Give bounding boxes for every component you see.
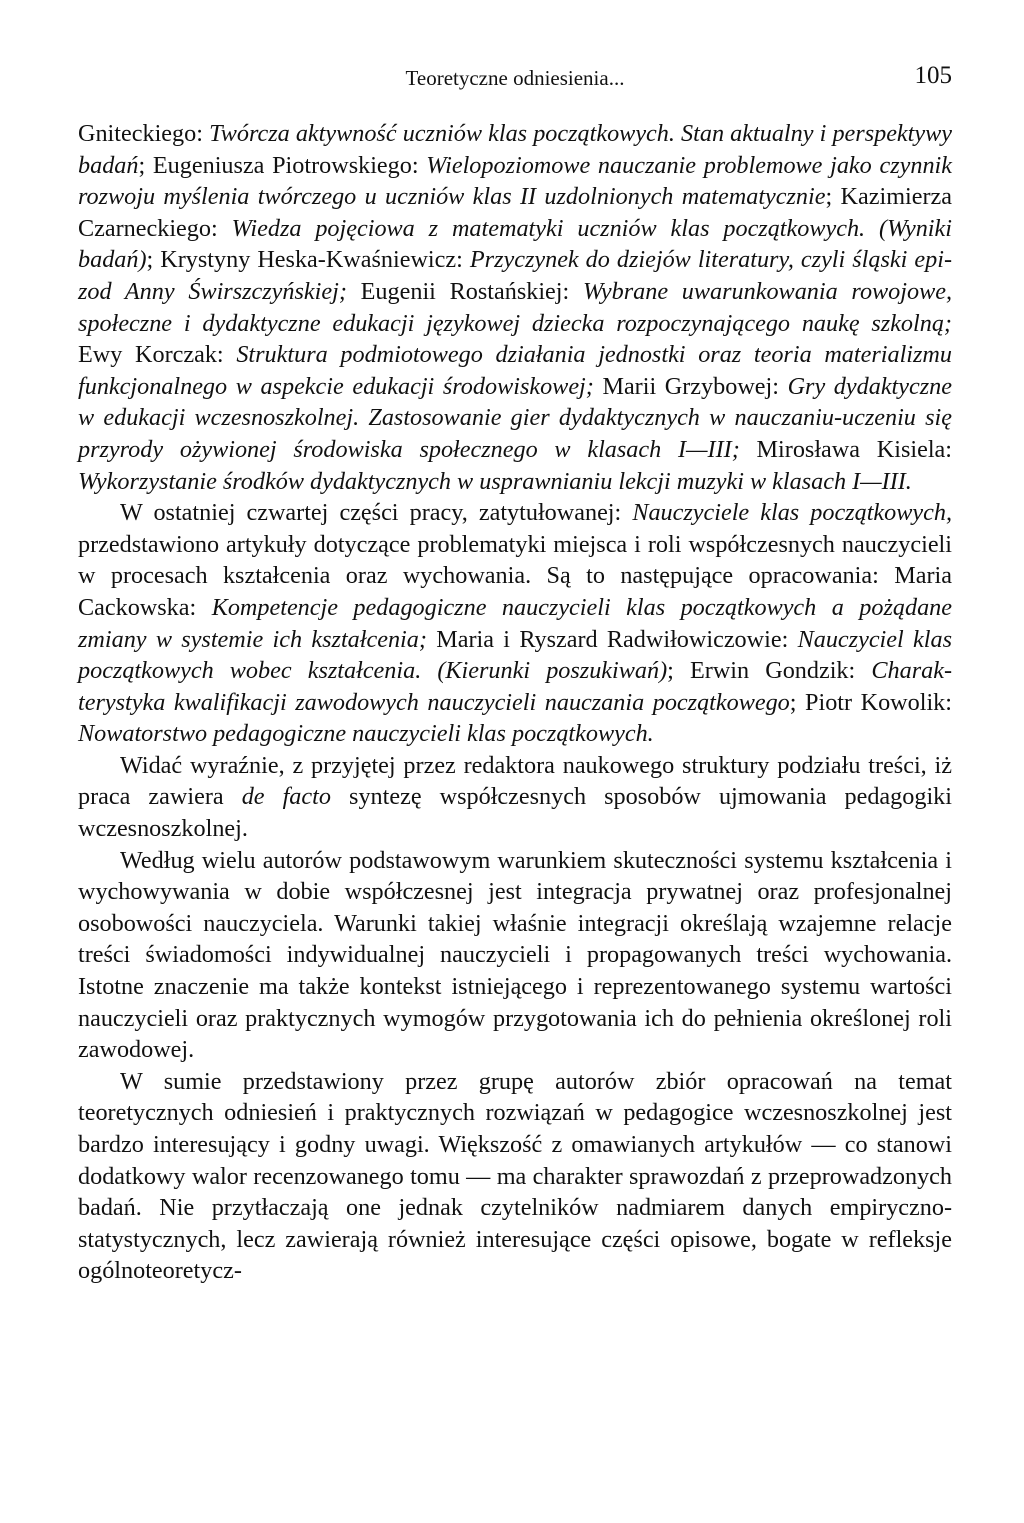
paragraph-4 xyxy=(78,845,952,1066)
book-page xyxy=(78,62,952,1287)
italic-title-text: Przyczynek do dziejów literatury, czyli śląski epizod Anny Świrszczyńskiej; xyxy=(78,246,952,305)
italic-title-text: de facto xyxy=(241,783,331,811)
italic-title-text: Charakterystyka kwalifikacji zawodowych nauczycieli nauczania początkowego xyxy=(78,657,952,716)
italic-title-text: Kompetencje pedagogiczne nauczycieli klas początkowych a pożądane zmiany w systemie ich kształcenia; xyxy=(78,593,953,653)
italic-title-text: Wykorzystanie środków dydaktycznych w usprawnianiu lekcji muzyki w klasach I—III. xyxy=(78,467,912,495)
text-run: przedstawiono artykuły dotyczące problematyki miejsca i roli współczesnych nauczycieli w procesach kształcenia oraz wychowania. Są to następujące opracowania: Maria Cackowska: xyxy=(78,530,952,621)
paragraph-2 xyxy=(78,497,952,750)
italic-title-text: Wybrane uwarunkowania rowojowe, społeczne i dydaktyczne edukacji językowej dziecka rozpoczynającego naukę szkolną; xyxy=(78,277,953,337)
italic-title-text: Wiedza pojęciowa z matematyki uczniów klas początkowych. (Wyniki badań) xyxy=(78,214,952,274)
italic-title-text: Struktura podmiotowego działania jednostki oraz teoria materializmu funkcjonalnego w aspekcie edukacji środowiskowej; xyxy=(78,341,952,400)
text-run: ; Eugeniusza Piotrowskiego: xyxy=(138,151,427,179)
text-run: W sumie przedstawiony przez grupę autorów zbiór opracowań na temat teoretycznych odniesień i praktycznych rozwiązań w pedagogice wczesnoszkolnej jest bardzo interesujący i godny uwagi. Większość z omawianych artykułów — co stanowi dodatkowy walor recenzowanego tomu — ma charakter sprawozdań z przeprowadzonych badań. Nie przytłaczają one jednak czytelników nadmiarem danych empiryczno-statystycznych, lecz zawierają również interesujące części opisowe, bogate w refleksje ogólnoteoretycz- xyxy=(78,1067,952,1285)
text-run: Ewy Korczak: xyxy=(78,341,237,369)
page-number: 105 xyxy=(914,62,952,89)
text-run: Maria i Ryszard Radwiłowiczowie: xyxy=(426,625,798,653)
text-run: ; Piotr Kowolik: xyxy=(789,688,952,716)
running-header xyxy=(78,62,952,96)
italic-title-text: Nowatorstwo pedagogiczne nauczycieli klas początkowych. xyxy=(78,720,654,748)
italic-title-text: Wielopoziomowe nauczanie problemowe jako czynnik rozwoju myślenia twórczego u uczniów klas II uzdolnionych matematycznie xyxy=(78,151,952,211)
text-run: W ostatniej czwartej części pracy, zatytułowanej: xyxy=(120,499,633,527)
italic-title-text: Twórcza aktywność uczniów klas początkowych. Stan aktualny i perspektywy badań xyxy=(78,120,952,179)
text-run: Gniteckiego: xyxy=(78,120,210,147)
text-run: Widać wyraźnie, z przyjętej przez redaktora naukowego struktury podziału treści, iż praca zawiera xyxy=(78,751,952,811)
paragraph-3 xyxy=(78,750,952,845)
text-run: Według wielu autorów podstawowym warunkiem skuteczności systemu kształcenia i wychowywania w dobie współczesnej jest integracja prywatnej oraz profesjonalnej osobowości nauczyciela. Warunki takiej właśnie integracji określają wzajemne relacje treści świadomości indywidualnej nauczycieli i propagowanych treści wychowania. Istotne znaczenie ma także kontekst istniejącego i reprezentowanego systemu wartości nauczycieli oraz praktycznych wymogów przygotowania ich do pełnienia określonej roli zawodowej. xyxy=(78,846,952,1064)
text-run: ; Kazimierza Czarneckiego: xyxy=(78,183,953,242)
paragraph-1 xyxy=(78,118,952,497)
text-run: Eugenii Rostańskiej: xyxy=(346,277,583,305)
italic-title-text: Nauczyciel klas początkowych wobec kształcenia. (Kierunki poszukiwań) xyxy=(78,625,952,685)
text-run: Marii Grzybowej: xyxy=(593,372,788,400)
body-text xyxy=(78,118,952,1287)
italic-title-text: Gry dydaktyczne w edukacji wczesnoszkolnej. Zastosowanie gier dydaktycznych w nauczaniu-uczeniu się przyrody ożywionej środowiska społecznego w klasach I—III; xyxy=(78,372,952,463)
text-run: ; Erwin Gondzik: xyxy=(667,657,872,685)
running-title: Teoretyczne odniesienia... xyxy=(405,66,625,90)
paragraph-5 xyxy=(78,1066,952,1287)
italic-title-text: Nauczyciele klas początkowych, xyxy=(632,499,952,527)
text-run: Mirosława Kisiela: xyxy=(739,435,952,463)
text-run: syntezę współczesnych sposobów ujmowania pedagogiki wczesnoszkolnej. xyxy=(78,783,952,843)
text-run: ; Krystyny Heska-Kwaśniewicz: xyxy=(146,246,470,274)
